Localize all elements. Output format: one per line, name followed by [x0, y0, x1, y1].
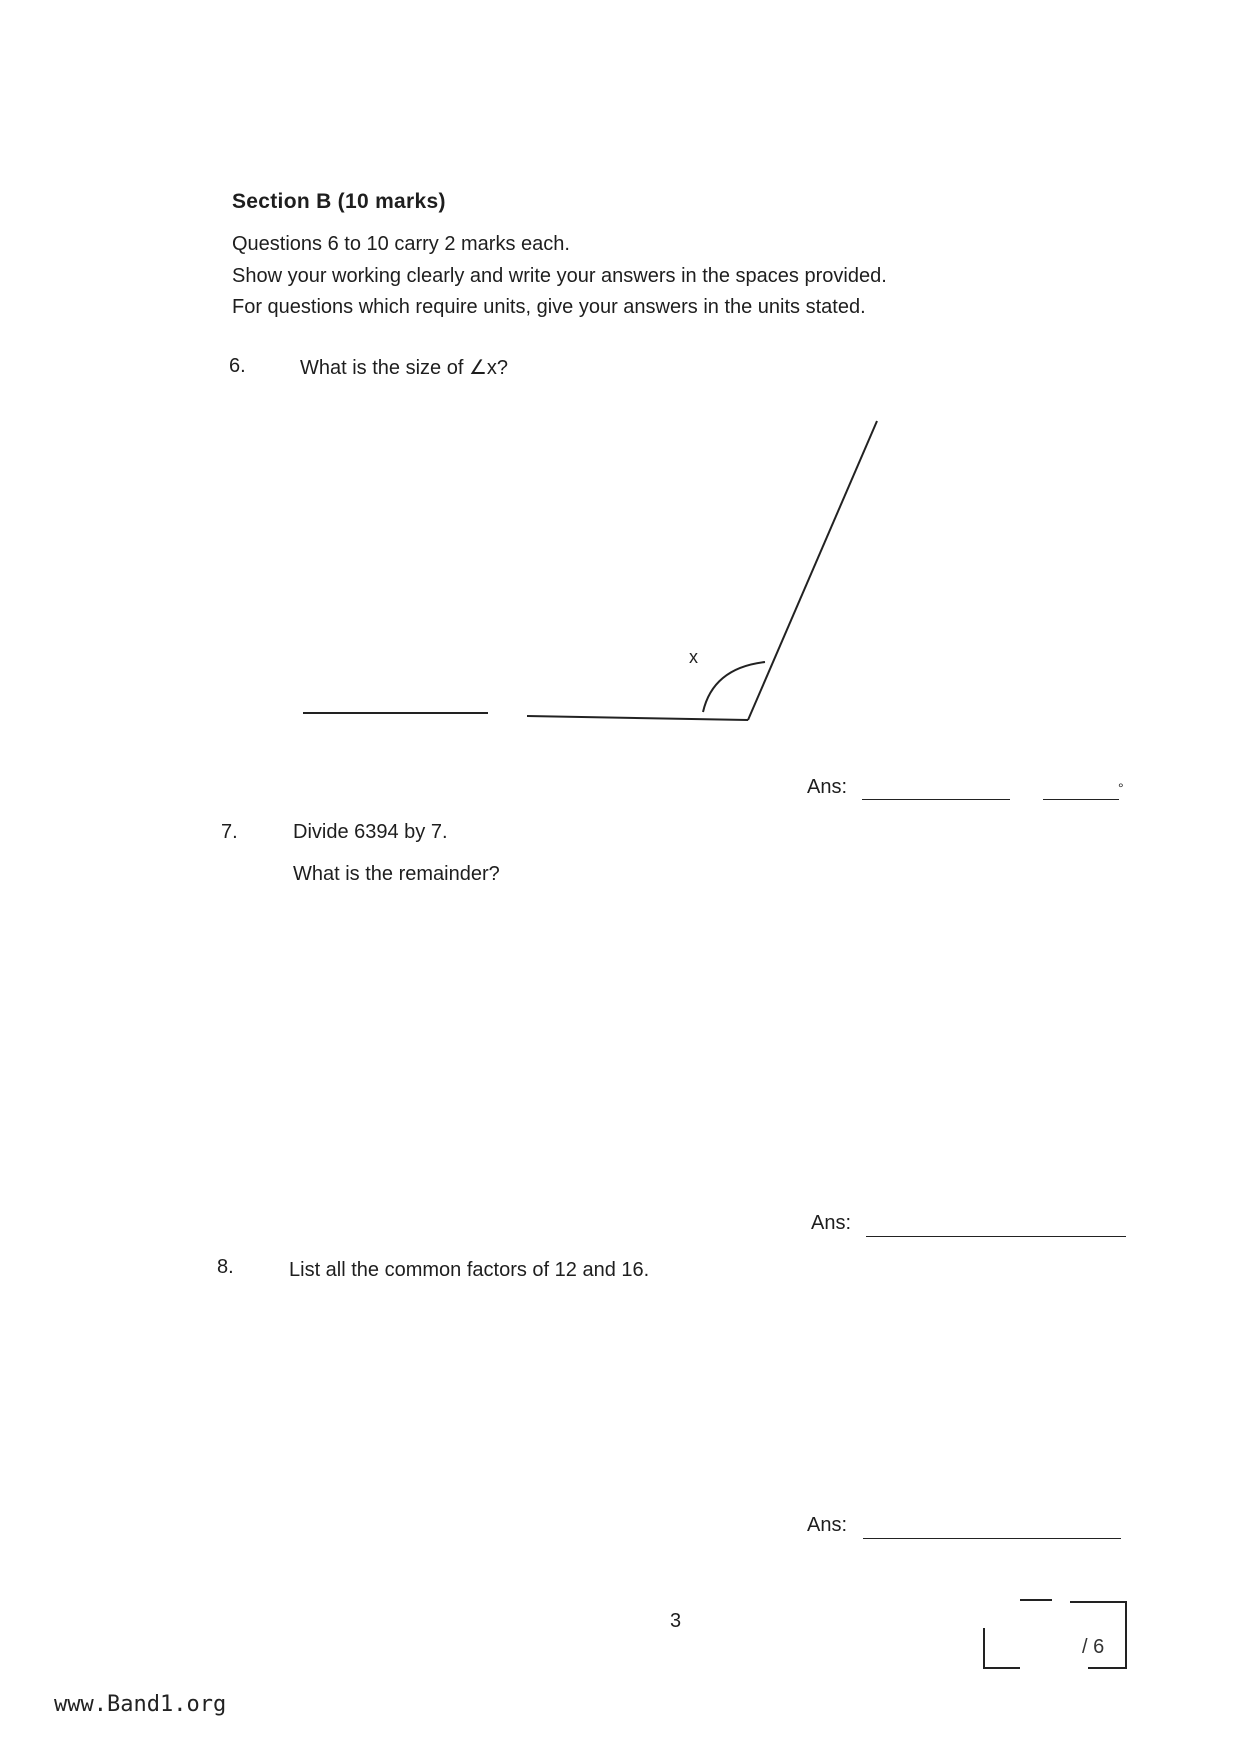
question-7-number: 7.: [221, 821, 238, 843]
question-7-answer-label: Ans:: [811, 1212, 852, 1234]
page-number: 3: [670, 1610, 682, 1632]
angle-label: x: [689, 647, 698, 667]
question-7-text: What is the remainder?: [293, 863, 500, 885]
question-7-text: Divide 6394 by 7.: [293, 821, 448, 843]
question-6-number: 6.: [229, 355, 246, 377]
section-title: Section B (10 marks): [232, 190, 446, 213]
instruction-line: Show your working clearly and write your answers in the spaces provided.: [232, 265, 887, 287]
question-6-text: What is the size of ∠x?: [300, 357, 509, 379]
instruction-line: For questions which require units, give your answers in the units stated.: [232, 296, 866, 318]
question-8-answer-label: Ans:: [807, 1514, 848, 1536]
footer-watermark: www.Band1.org: [54, 1692, 227, 1717]
question-6-answer-label: Ans:: [807, 776, 848, 798]
score-box-text: / 6: [1082, 1636, 1105, 1658]
degree-symbol: °: [1118, 780, 1124, 796]
question-8-text: List all the common factors of 12 and 16.: [289, 1259, 650, 1281]
instruction-line: Questions 6 to 10 carry 2 marks each.: [232, 233, 570, 255]
question-8-number: 8.: [217, 1256, 234, 1278]
